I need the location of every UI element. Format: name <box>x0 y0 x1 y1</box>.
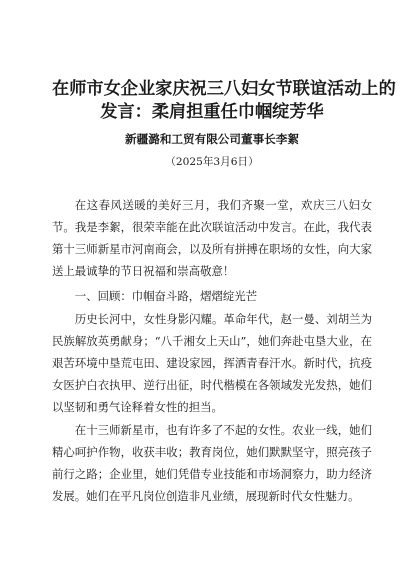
document-body <box>52 194 372 507</box>
document-title <box>52 78 396 124</box>
title-line-2: 发言：柔肩担重任巾帼绽芳华 <box>100 102 324 122</box>
paragraph-history: 历史长河中，女性身影闪耀。革命年代，赵一曼、刘胡兰为民族解放英勇献身；“八千湘女上天山”，她们奔赴屯垦大业，在艰苦环境中垦荒屯田、建设家园，挥洒青春汗水。新时代，抗疫女医护白衣执甲、逆行出征，时代楷模在各领域发光发热，她们以坚韧和勇气诠释着女性的担当。 <box>52 312 372 414</box>
speech-date: （2025年3月6日） <box>165 156 259 168</box>
section-heading-review: 一、回顾：巾帼奋斗路，熠熠绽光芒 <box>74 289 258 303</box>
paragraph-local-women: 在十三师新星市，也有许多了不起的女性。农业一线，她们精心呵护作物，收获丰收；教育岗位，她们默默坚守，照亮孩子前行之路；企业里，她们凭借专业技能和市场洞察力，助力经济发展。她们在平凡岗位创造非凡业绩，展现新时代女性魅力。 <box>52 423 372 503</box>
author-line: 新疆潞和工贸有限公司董事长李絮 <box>125 132 299 146</box>
paragraph-intro: 在这春风送暖的美好三月，我们齐聚一堂，欢庆三八妇女节。我是李絮，很荣幸能在此次联谊活动中发言。在此，我代表第十三师新星市河南商会，以及所有拼搏在职场的女性，向大家送上最诚挚的节日祝福和崇高敬意！ <box>52 198 372 278</box>
title-line-1: 在师市女企业家庆祝三八妇女节联谊活动上的 <box>52 79 396 99</box>
